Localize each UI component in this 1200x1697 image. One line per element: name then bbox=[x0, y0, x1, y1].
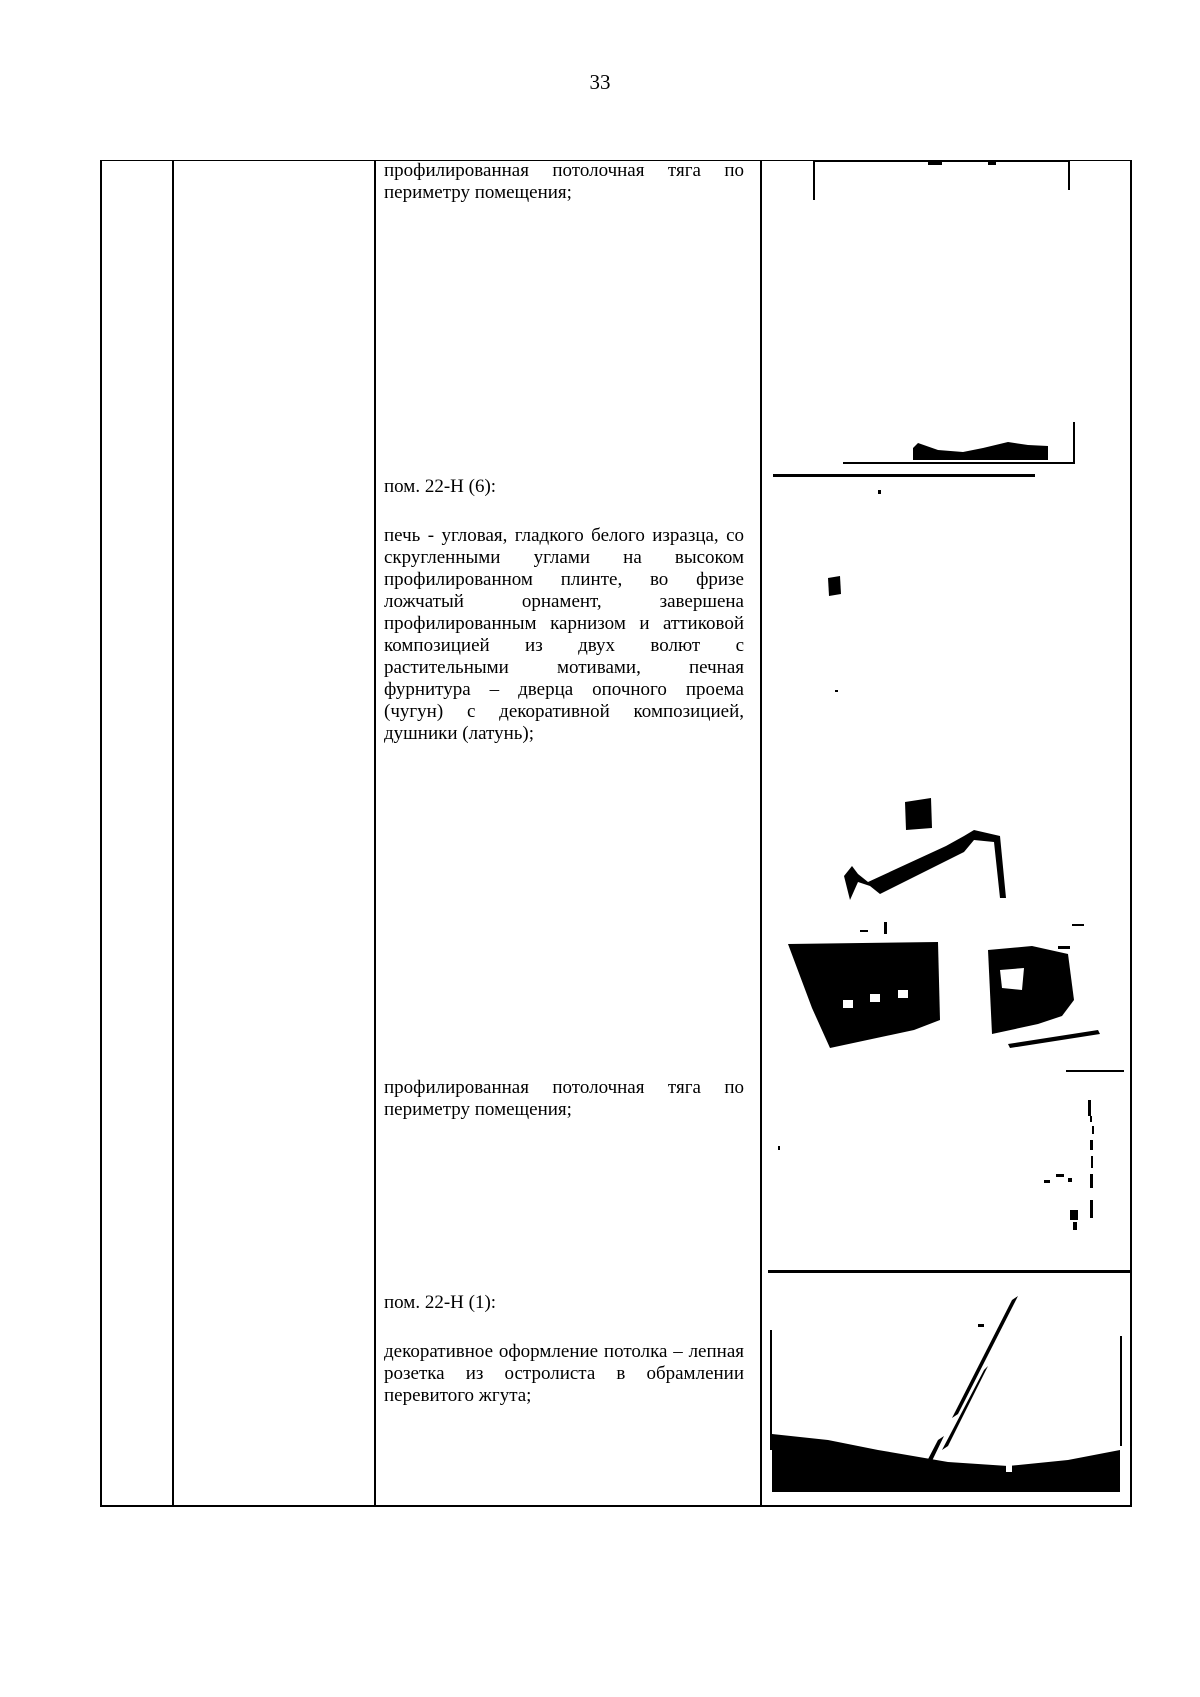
room-label: пом. 22-Н (1): bbox=[384, 1292, 497, 1313]
item-description: профилированная потолочная тяга по периметру помещения; bbox=[384, 1077, 744, 1120]
ceiling-rosette-photo bbox=[768, 1290, 1130, 1500]
item-description: профилированная потолочная тяга по периметру помещения; bbox=[384, 160, 744, 203]
ceiling-cornice-photo bbox=[768, 160, 1130, 480]
page-number: 33 bbox=[589, 70, 611, 94]
column-divider bbox=[374, 161, 376, 1505]
item-description: печь - угловая, гладкого белого изразца, со скругленными углами на высоком профилированном плинте, во фризе ложчатый орнамент, завершена профилированным карнизом и аттиковой композицией из двух волют с растительными мотивами, печная фурнитура – дверца опочного проема (чугун) с декоративной композицией, душники (латунь); bbox=[384, 525, 744, 744]
cornice-corner-photo bbox=[768, 1070, 1130, 1280]
column-divider bbox=[760, 161, 762, 1505]
item-description: декоративное оформление потолка – лепная розетка из остролиста в обрамлении перевитого жгута; bbox=[384, 1341, 744, 1406]
stove-photo bbox=[768, 490, 1130, 1070]
room-label: пом. 22-Н (6): bbox=[384, 476, 497, 497]
column-divider bbox=[172, 161, 174, 1505]
